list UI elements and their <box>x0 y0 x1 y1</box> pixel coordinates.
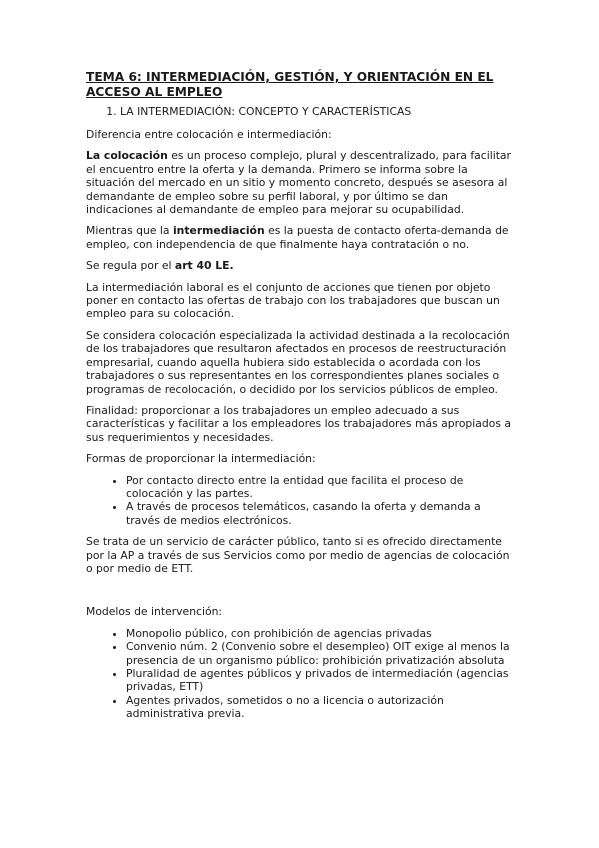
term-colocacion: La colocación <box>86 149 168 163</box>
paragraph-intermediacion-laboral: La intermediación laboral es el conjunto de acciones que tienen por objeto poner en contacto las ofertas de trabajo con los trabajadores que buscan un empleo para su colocación. <box>86 280 500 321</box>
text-intermediacion-rest: es la puesta de contacto oferta-demanda de empleo, con independencia de que finalmente haya contratación o no. <box>86 224 509 251</box>
paragraph-diferencia: Diferencia entre colocación e intermediación: <box>86 128 332 141</box>
list-item: • A través de procesos telemáticos, casando la oferta y demanda a través de medios electrónicos. <box>126 500 516 527</box>
section-list <box>86 105 516 119</box>
modelos-list <box>86 627 516 721</box>
paragraph-modelos: Modelos de intervención: <box>86 605 223 619</box>
text-regula-pre: Se regula por el <box>86 259 175 273</box>
page-title: TEMA 6: INTERMEDIACIÓN, GESTIÓN, Y ORIENTACIÓN EN EL ACCESO AL EMPLEO <box>86 70 494 99</box>
paragraph-colocacion-especializada: Se considera colocación especializada la actividad destinada a la recolocación de los trabajadores que resultaron afectados en procesos de reestructuración empresarial, cuando aquella hubiera sido establecida o acordada con los trabajadores o sus representantes en los correspondientes planes sociales o programas de recolocación, o decidido por los servicios públicos de empleo. <box>86 328 510 396</box>
paragraph-formas: Formas de proporcionar la intermediación: <box>86 452 316 466</box>
list-item: • Convenio núm. 2 (Convenio sobre el desempleo) OIT exige al menos la presencia de un organismo público: prohibición privatización absoluta <box>126 640 516 667</box>
list-item: • Monopolio público, con prohibición de agencias privadas <box>126 627 516 640</box>
list-item: • Por contacto directo entre la entidad que facilita el proceso de colocación y las partes. <box>126 474 516 501</box>
paragraph-finalidad: Finalidad: proporcionar a los trabajadores un empleo adecuado a sus características y facilitar a los empleadores los trabajadores más apropiados a sus requerimientos y necesidades. <box>86 403 512 444</box>
list-item: • Agentes privados, sometidos o no a licencia o autorización administrativa previa. <box>126 694 516 721</box>
paragraph-intermediacion <box>86 224 516 251</box>
text-colocacion: es un proceso complejo, plural y descentralizado, para facilitar el encuentro entre la oferta y la demanda. Primero se informa sobre la situación del mercado en un sitio y momento concreto, después se asesora al demandante de empleo sobre su perfil laboral, y por último se dan indicaciones al demandante de empleo para mejorar su ocupabilidad. <box>86 149 511 217</box>
term-articulo: art 40 LE. <box>174 259 234 273</box>
document-content <box>86 70 516 729</box>
paragraph-regula <box>86 259 516 272</box>
paragraph-servicio: Se trata de un servicio de carácter público, tanto si es ofrecido directamente por la AP a través de sus Servicios como por medio de agencias de colocación o por medio de ETT. <box>86 535 510 575</box>
term-intermediacion: intermediación <box>172 224 265 238</box>
list-item: • Pluralidad de agentes públicos y privados de intermediación (agencias privadas, ETT) <box>126 667 516 694</box>
text-intermediacion-pre: Mientras que la <box>86 224 173 238</box>
spacer <box>86 583 516 605</box>
paragraph-colocacion <box>86 149 516 216</box>
section-heading-1: 1. LA INTERMEDIACIÓN: CONCEPTO Y CARACTERÍSTICAS <box>120 105 516 119</box>
formas-list <box>86 474 516 528</box>
